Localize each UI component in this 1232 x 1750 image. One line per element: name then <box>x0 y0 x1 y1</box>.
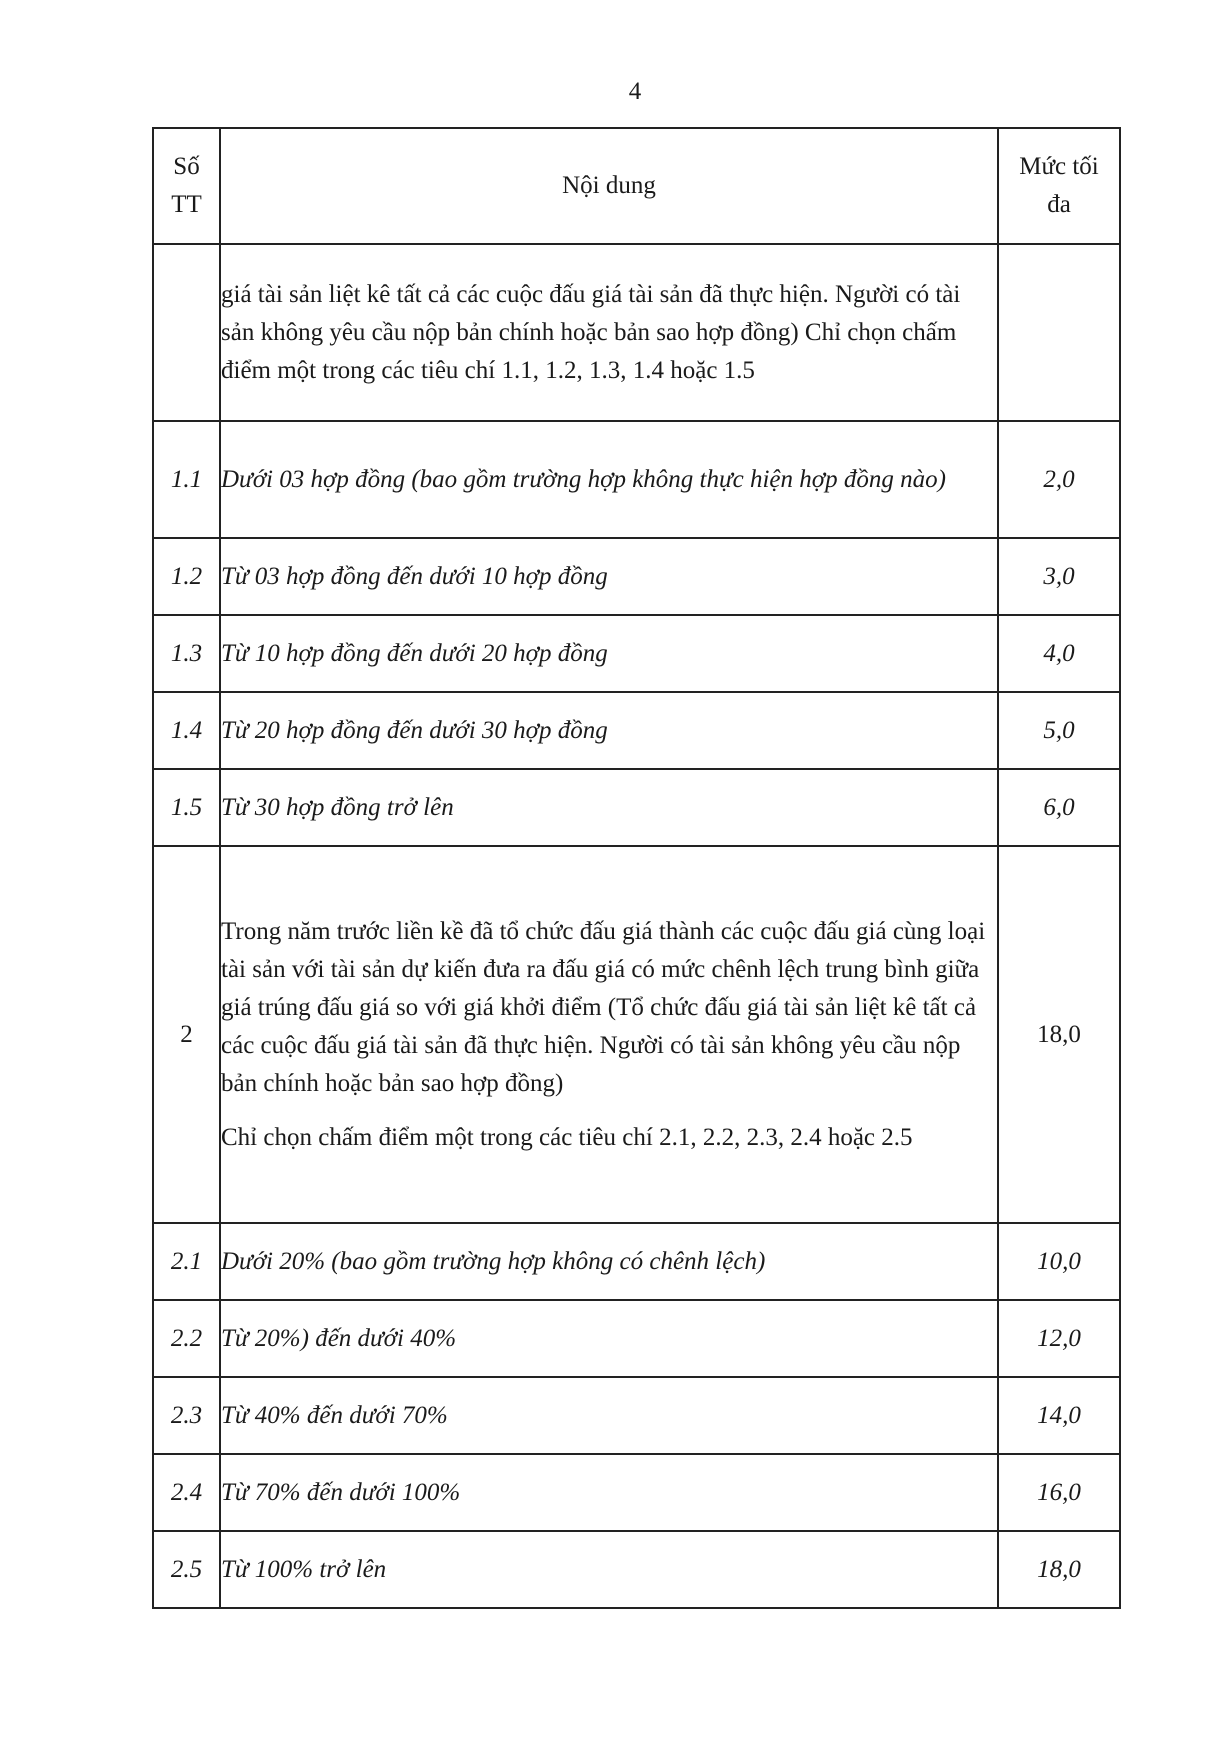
content-paragraph: Dưới 20% (bao gồm trường hợp không có chênh lệch) <box>221 1247 766 1275</box>
header-content: Nội dung <box>220 128 998 244</box>
table-body <box>153 244 1120 1608</box>
content-paragraph: giá tài sản liệt kê tất cả các cuộc đấu giá tài sản đã thực hiện. Người có tài sản không yêu cầu nộp bản chính hoặc bản sao hợp đồng) Chỉ chọn chấm điểm một trong các tiêu chí 1.1, 1.2, 1.3, 1.4 hoặc 1.5 <box>221 280 961 384</box>
row-content <box>220 421 998 538</box>
row-max-score: 3,0 <box>998 538 1120 615</box>
row-content <box>220 538 998 615</box>
table-row <box>153 1377 1120 1454</box>
header-stt: Số TT <box>153 128 220 244</box>
row-content <box>220 692 998 769</box>
table-row <box>153 846 1120 1223</box>
row-max-score: 12,0 <box>998 1300 1120 1377</box>
table-row <box>153 615 1120 692</box>
row-number: 1.5 <box>153 769 220 846</box>
content-paragraph: Từ 03 hợp đồng đến dưới 10 hợp đồng <box>221 562 608 590</box>
content-paragraph: Dưới 03 hợp đồng (bao gồm trường hợp không thực hiện hợp đồng nào) <box>221 465 946 493</box>
row-content <box>220 846 998 1223</box>
row-content <box>220 1454 998 1531</box>
content-paragraph: Từ 30 hợp đồng trở lên <box>221 793 454 821</box>
row-content <box>220 1300 998 1377</box>
row-number: 2.5 <box>153 1531 220 1608</box>
content-paragraph: Từ 20%) đến dưới 40% <box>221 1324 457 1352</box>
row-content <box>220 615 998 692</box>
content-paragraph: Từ 20 hợp đồng đến dưới 30 hợp đồng <box>221 716 608 744</box>
table-row <box>153 1300 1120 1377</box>
content-paragraph: Từ 10 hợp đồng đến dưới 20 hợp đồng <box>221 639 608 667</box>
page-number: 4 <box>628 78 642 105</box>
row-max-score: 6,0 <box>998 769 1120 846</box>
scoring-table <box>152 127 1121 1609</box>
row-number: 2.3 <box>153 1377 220 1454</box>
row-max-score: 16,0 <box>998 1454 1120 1531</box>
row-max-score: 10,0 <box>998 1223 1120 1300</box>
table-row <box>153 1223 1120 1300</box>
row-max-score: 5,0 <box>998 692 1120 769</box>
content-paragraph: Từ 70% đến dưới 100% <box>221 1478 461 1506</box>
row-number: 2.4 <box>153 1454 220 1531</box>
row-max-score: 14,0 <box>998 1377 1120 1454</box>
content-paragraph: Từ 100% trở lên <box>221 1555 387 1583</box>
row-max-score: 18,0 <box>998 1531 1120 1608</box>
table-row <box>153 538 1120 615</box>
table-row <box>153 1454 1120 1531</box>
table-header-row <box>153 128 1120 244</box>
row-number: 1.1 <box>153 421 220 538</box>
content-paragraph: Trong năm trước liền kề đã tổ chức đấu giá thành các cuộc đấu giá cùng loại tài sản với tài sản dự kiến đưa ra đấu giá có mức chênh lệch trung bình giữa giá trúng đấu giá so với giá khởi điểm (Tổ chức đấu giá tài sản liệt kê tất cả các cuộc đấu giá tài sản đã thực hiện. Người có tài sản không yêu cầu nộp bản chính hoặc bản sao hợp đồng) <box>221 917 986 1097</box>
row-number: 2.2 <box>153 1300 220 1377</box>
row-content <box>220 769 998 846</box>
table-row <box>153 692 1120 769</box>
row-number: 1.2 <box>153 538 220 615</box>
row-content <box>220 1223 998 1300</box>
table-row <box>153 1531 1120 1608</box>
content-paragraph: Từ 40% đến dưới 70% <box>221 1401 448 1429</box>
row-max-score <box>998 244 1120 421</box>
header-max: Mức tối đa <box>998 128 1120 244</box>
row-number: 1.3 <box>153 615 220 692</box>
row-content <box>220 1531 998 1608</box>
row-content <box>220 1377 998 1454</box>
table-row <box>153 769 1120 846</box>
content-paragraph: Chỉ chọn chấm điểm một trong các tiêu chí 2.1, 2.2, 2.3, 2.4 hoặc 2.5 <box>221 1123 913 1151</box>
row-number: 2 <box>153 846 220 1223</box>
row-max-score: 2,0 <box>998 421 1120 538</box>
row-max-score: 4,0 <box>998 615 1120 692</box>
table-row <box>153 244 1120 421</box>
row-max-score: 18,0 <box>998 846 1120 1223</box>
row-number: 1.4 <box>153 692 220 769</box>
row-number <box>153 244 220 421</box>
table-row <box>153 421 1120 538</box>
row-content <box>220 244 998 421</box>
row-number: 2.1 <box>153 1223 220 1300</box>
